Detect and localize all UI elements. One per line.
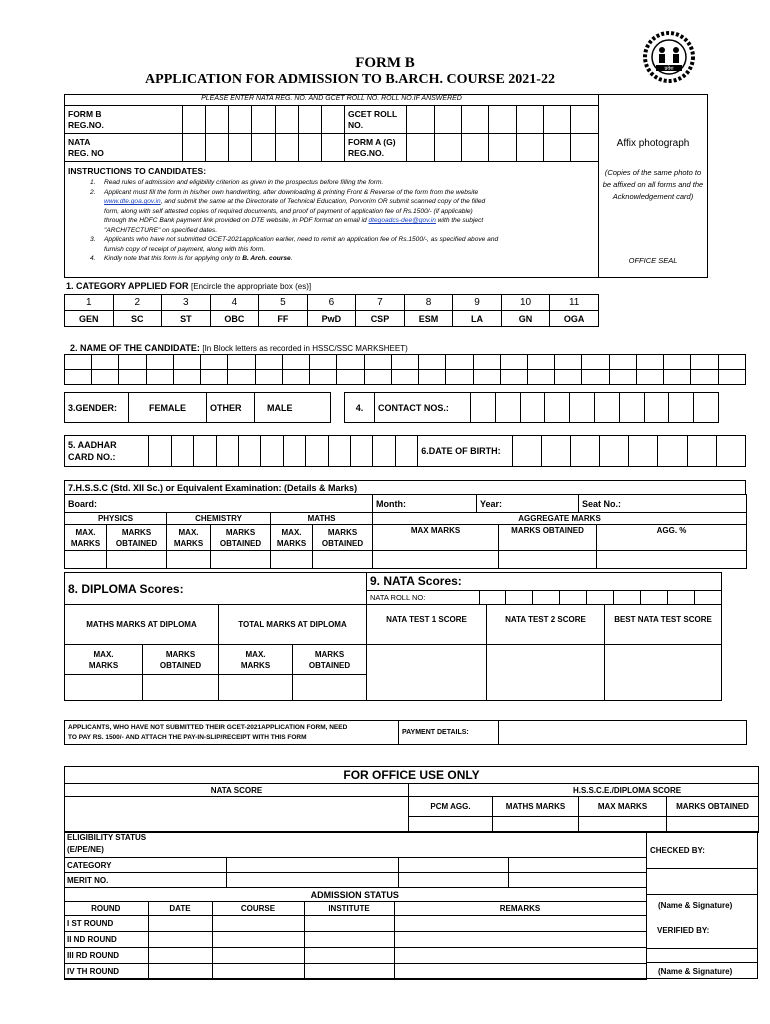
nata-best-score[interactable]	[605, 645, 722, 701]
name-letter-box[interactable]	[337, 370, 364, 385]
gender-table	[64, 392, 331, 423]
name-letter-box[interactable]	[691, 355, 718, 370]
nata-roll-digit-box[interactable]	[587, 591, 614, 604]
nata-roll-digit-box[interactable]	[533, 591, 560, 604]
office-pcm-header: PCM AGG.	[409, 797, 493, 817]
round-field[interactable]	[304, 932, 394, 948]
nata-roll-digit-box[interactable]	[668, 591, 695, 604]
office-category-label: CATEGORY	[64, 858, 226, 873]
gcet-roll-cell[interactable]	[544, 106, 571, 134]
diploma-input-cell[interactable]	[65, 675, 143, 701]
eligibility-status-label: ELIGIBILITY STATUS (E/PE/NE)	[64, 831, 646, 858]
logo-text: प्रवेश	[664, 66, 674, 72]
diploma-total-obtained: MARKS OBTAINED	[293, 645, 367, 675]
gcet-roll-cell[interactable]	[461, 106, 488, 134]
name-letter-box[interactable]	[500, 355, 527, 370]
round-field[interactable]	[212, 916, 304, 932]
category-option-gen[interactable]: GEN	[65, 311, 114, 327]
nata-test1-header: NATA TEST 1 SCORE	[367, 605, 487, 645]
diploma-input-cell[interactable]	[143, 675, 219, 701]
email-link[interactable]: dtegoadcs-dee@gov.in	[368, 217, 436, 224]
physics-header: PHYSICS	[65, 513, 167, 525]
forma-reg-cell[interactable]	[434, 134, 461, 162]
admission-rounds-table	[64, 901, 647, 980]
nata-best-header: BEST NATA TEST SCORE	[605, 605, 722, 645]
instruction-item: 3. Applicants who have not submitted GCET-2021application earlier, need to remit an application fee of Rs.1500/-, as specified above and	[90, 236, 499, 243]
hssc-board-table	[64, 494, 747, 513]
gcet-roll-cell[interactable]	[571, 106, 599, 134]
forma-reg-cell[interactable]	[407, 134, 434, 162]
gcet-roll-cell[interactable]	[407, 106, 434, 134]
maths-max-header: MAX. MARKS	[271, 525, 313, 551]
category-option-esm[interactable]: ESM	[404, 311, 453, 327]
name-letter-box[interactable]	[636, 370, 663, 385]
payment-details-label: PAYMENT DETAILS:	[399, 721, 499, 745]
formb-reg-cell[interactable]	[275, 106, 298, 134]
gender-label: 3.GENDER:	[65, 393, 129, 423]
round-field[interactable]	[394, 916, 646, 932]
contact-digit-box[interactable]	[520, 393, 545, 423]
aadhar-digit-box[interactable]	[171, 436, 193, 467]
diploma-maths-header: MATHS MARKS AT DIPLOMA	[65, 605, 219, 645]
aadhar-digit-box[interactable]	[373, 436, 395, 467]
category-number: 7	[356, 295, 405, 311]
name-letter-box[interactable]	[582, 370, 609, 385]
category-number: 2	[113, 295, 162, 311]
dob-digit-box[interactable]	[658, 436, 687, 467]
photo-note: (Copies of the same photo to be affixed on all forms and the Acknowledgement card)	[602, 168, 704, 201]
round-field[interactable]	[212, 964, 304, 980]
round-field[interactable]	[212, 932, 304, 948]
office-max-header: MAX MARKS	[579, 797, 667, 817]
office-hssce-header: H.S.S.C.E./DIPLOMA SCORE	[409, 784, 759, 797]
name-letter-box[interactable]	[364, 355, 391, 370]
diploma-input-cell[interactable]	[293, 675, 367, 701]
checked-by-label: CHECKED BY:	[650, 846, 705, 855]
name-letter-box[interactable]	[255, 355, 282, 370]
office-nata-score-header: NATA SCORE	[65, 784, 409, 797]
instruction-item-cont: www.dte.goa.gov.in, and submit the same at the Directorate of Technical Education, Porvorim OR submit scanned copy of the filled	[68, 197, 598, 207]
dob-digit-box[interactable]	[600, 436, 629, 467]
nata-reg-cell[interactable]	[298, 134, 321, 162]
aadhar-label: 5. AADHAR CARD NO.:	[65, 436, 149, 467]
category-number: 1	[65, 295, 114, 311]
nata-roll-digit-box[interactable]	[479, 591, 506, 604]
gender-male-option[interactable]: MALE	[255, 393, 331, 423]
website-link[interactable]: www.dte.goa.gov.in	[104, 198, 161, 205]
name-letter-box[interactable]	[718, 355, 745, 370]
dob-label: 6.DATE OF BIRTH:	[418, 436, 512, 467]
aadhar-digit-box[interactable]	[194, 436, 216, 467]
maths-header: MATHS	[271, 513, 373, 525]
nata-test1-score[interactable]	[367, 645, 487, 701]
agg-max-header: MAX MARKS	[373, 525, 499, 551]
dob-digit-box[interactable]	[629, 436, 658, 467]
contact-number: 4.	[345, 393, 375, 423]
category-option-la[interactable]: LA	[453, 311, 502, 327]
name-letter-box[interactable]	[228, 370, 255, 385]
name-letter-box[interactable]	[364, 370, 391, 385]
contact-digit-box[interactable]	[545, 393, 570, 423]
name-letter-box[interactable]	[718, 370, 745, 385]
maths-obtained-header: MARKS OBTAINED	[313, 525, 373, 551]
round-field[interactable]	[148, 964, 212, 980]
aggregate-header: AGGREGATE MARKS	[373, 513, 747, 525]
diploma-table	[64, 572, 367, 701]
divider	[646, 894, 758, 895]
nata-roll-label: NATA ROLL NO:	[367, 591, 479, 604]
reg-note: PLEASE ENTER NATA REG. NO. AND GCET ROLL NO. ROLL NO.IF ANSWERED	[201, 95, 462, 102]
nata-reg-cell[interactable]	[182, 134, 205, 162]
marks-input-cell[interactable]	[107, 551, 167, 569]
office-category-field[interactable]	[398, 858, 508, 873]
forma-reg-label: FORM A (G) REG.NO.	[345, 134, 407, 162]
name-letter-box[interactable]	[473, 355, 500, 370]
aadhar-digit-box[interactable]	[261, 436, 283, 467]
name-letter-box[interactable]	[419, 355, 446, 370]
name-letter-box[interactable]	[419, 370, 446, 385]
contact-digit-box[interactable]	[644, 393, 669, 423]
name-letter-box[interactable]	[664, 355, 691, 370]
marks-input-cell[interactable]	[313, 551, 373, 569]
nata-test2-score[interactable]	[487, 645, 605, 701]
marks-input-cell[interactable]	[211, 551, 271, 569]
instruction-item: 4. Kindly note that this form is for applying only to B. Arch. course.	[90, 255, 293, 262]
dob-digit-box[interactable]	[541, 436, 570, 467]
name-letter-box[interactable]	[446, 355, 473, 370]
formb-reg-cell[interactable]	[321, 106, 344, 134]
gcet-roll-cell[interactable]	[516, 106, 543, 134]
name-letter-box[interactable]	[391, 355, 418, 370]
marks-input-cell[interactable]	[271, 551, 313, 569]
institute-header: INSTITUTE	[304, 902, 394, 916]
category-number: 6	[307, 295, 356, 311]
dob-digit-box[interactable]	[571, 436, 600, 467]
category-option-obc[interactable]: OBC	[210, 311, 259, 327]
forma-reg-cell[interactable]	[461, 134, 488, 162]
board-field[interactable]: Board:	[65, 495, 373, 513]
gender-female-option[interactable]: FEMALE	[129, 393, 207, 423]
agg-percent-header: AGG. %	[597, 525, 747, 551]
round-field[interactable]	[394, 964, 646, 980]
office-merit-label: MERIT NO.	[64, 873, 226, 888]
course-header: COURSE	[212, 902, 304, 916]
round-field[interactable]	[148, 932, 212, 948]
category-table	[64, 294, 599, 327]
gcet-roll-cell[interactable]	[489, 106, 516, 134]
aadhar-digit-box[interactable]	[395, 436, 417, 467]
diploma-maths-obtained: MARKS OBTAINED	[143, 645, 219, 675]
aadhar-digit-box[interactable]	[216, 436, 238, 467]
formb-reg-label: FORM B REG.NO.	[65, 106, 183, 134]
contact-digit-box[interactable]	[570, 393, 595, 423]
admission-status-title: ADMISSION STATUS	[64, 888, 646, 902]
marks-input-cell[interactable]	[167, 551, 211, 569]
aadhar-digit-box[interactable]	[149, 436, 171, 467]
office-merit-field[interactable]	[398, 873, 508, 888]
nata-title: 9. NATA Scores:	[370, 574, 462, 588]
office-title: FOR OFFICE USE ONLY	[65, 767, 759, 784]
instruction-item: 1. Read rules of admission and eligibility criterion as given in the prospectus before filling the form.	[90, 179, 384, 186]
aadhar-digit-box[interactable]	[328, 436, 350, 467]
name-letter-box[interactable]	[636, 355, 663, 370]
nata-roll-table	[367, 590, 722, 604]
chemistry-max-header: MAX. MARKS	[167, 525, 211, 551]
hssc-title-table	[64, 480, 746, 495]
name-letter-box[interactable]	[555, 370, 582, 385]
checked-signature-caption: (Name & Signature)	[658, 901, 733, 910]
name-letter-box[interactable]	[391, 370, 418, 385]
name-letter-box[interactable]	[255, 370, 282, 385]
forma-reg-cell[interactable]	[571, 134, 599, 162]
office-obtained-header: MARKS OBTAINED	[667, 797, 759, 817]
chemistry-obtained-header: MARKS OBTAINED	[211, 525, 271, 551]
category-number: 4	[210, 295, 259, 311]
instruction-item-cont: through the HDFC Bank payment link provided on DTE website, in PDF format on email id dtegoadcs-dee@gov.in with the subject	[104, 217, 484, 224]
nata-roll-digit-box[interactable]	[560, 591, 587, 604]
formb-reg-cell[interactable]	[182, 106, 205, 134]
round-label: III RD ROUND	[64, 948, 148, 964]
nata-reg-cell[interactable]	[229, 134, 252, 162]
aadhar-dob-table	[64, 435, 746, 467]
diploma-total-max: MAX. MARKS	[219, 645, 293, 675]
name-letter-box[interactable]	[310, 370, 337, 385]
nata-reg-cell[interactable]	[252, 134, 275, 162]
office-category-field[interactable]	[226, 858, 398, 873]
name-letter-box[interactable]	[446, 370, 473, 385]
category-number: 9	[453, 295, 502, 311]
diploma-input-cell[interactable]	[219, 675, 293, 701]
dob-digit-box[interactable]	[512, 436, 541, 467]
category-heading: 1. CATEGORY APPLIED FOR [Encircle the appropriate box (es)]	[66, 281, 312, 291]
round-label: IV TH ROUND	[64, 964, 148, 980]
payment-note: APPLICANTS, WHO HAVE NOT SUBMITTED THEIR GCET-2021APPLICATION FORM, NEED TO PAY RS. 1500/- AND ATTACH THE PAY-IN-SLIP/RECEIPT WITH THIS FORM	[65, 721, 399, 745]
round-field[interactable]	[304, 948, 394, 964]
name-letter-box[interactable]	[92, 370, 119, 385]
formb-reg-cell[interactable]	[298, 106, 321, 134]
marks-input-cell[interactable]	[373, 551, 499, 569]
marks-input-cell[interactable]	[65, 551, 107, 569]
month-field[interactable]: Month:	[373, 495, 477, 513]
nata-roll-digit-box[interactable]	[506, 591, 533, 604]
name-letter-box[interactable]	[500, 370, 527, 385]
nata-roll-digit-box[interactable]	[695, 591, 722, 604]
instruction-item: 2. Applicant must fill the form in his/her own handwriting, after downloading & printing Front & Reverse of the form from the website	[90, 188, 479, 196]
round-field[interactable]	[148, 916, 212, 932]
name-letter-box[interactable]	[527, 355, 554, 370]
name-letter-box[interactable]	[92, 355, 119, 370]
category-option-oga[interactable]: OGA	[550, 311, 599, 327]
hssc-title: 7.H.S.S.C (Std. XII Sc.) or Equivalent Examination: (Details & Marks)	[65, 481, 746, 495]
payment-details-field[interactable]	[499, 721, 747, 745]
category-option-ff[interactable]: FF	[259, 311, 308, 327]
nata-reg-label: NATA REG. NO	[65, 134, 183, 162]
office-seal-label: OFFICE SEAL	[628, 256, 678, 265]
nata-title-cell	[367, 573, 722, 605]
diploma-maths-max: MAX. MARKS	[65, 645, 143, 675]
round-header: ROUND	[64, 902, 148, 916]
diploma-title: 8. DIPLOMA Scores:	[65, 573, 367, 605]
category-number: 8	[404, 295, 453, 311]
contact-digit-box[interactable]	[619, 393, 644, 423]
round-label: I ST ROUND	[64, 916, 148, 932]
round-field[interactable]	[148, 948, 212, 964]
name-letter-box[interactable]	[282, 370, 309, 385]
name-letter-box[interactable]	[228, 355, 255, 370]
dob-digit-box[interactable]	[716, 436, 745, 467]
name-letter-box[interactable]	[310, 355, 337, 370]
payment-table	[64, 720, 747, 745]
nata-reg-cell[interactable]	[275, 134, 298, 162]
category-option-st[interactable]: ST	[162, 311, 211, 327]
seat-no-field[interactable]: Seat No.:	[579, 495, 747, 513]
instruction-item-cont: furnish copy of receipt of payment, along with this form.	[104, 245, 266, 253]
contact-digit-box[interactable]	[694, 393, 719, 423]
name-letter-box[interactable]	[119, 370, 146, 385]
diploma-total-header: TOTAL MARKS AT DIPLOMA	[219, 605, 367, 645]
contact-label: CONTACT NOS.:	[375, 393, 471, 423]
office-status-table	[64, 831, 647, 902]
marks-input-cell[interactable]	[597, 551, 747, 569]
name-letter-box[interactable]	[146, 355, 173, 370]
name-letter-box[interactable]	[201, 355, 228, 370]
verified-by-label: VERIFIED BY:	[657, 926, 710, 935]
name-letter-box[interactable]	[691, 370, 718, 385]
round-field[interactable]	[394, 948, 646, 964]
physics-obtained-header: MARKS OBTAINED	[107, 525, 167, 551]
year-field[interactable]: Year:	[477, 495, 579, 513]
instructions-list	[68, 178, 598, 264]
category-number: 10	[501, 295, 550, 311]
category-number: 3	[162, 295, 211, 311]
office-nata-score-field[interactable]	[65, 797, 409, 833]
nata-test2-header: NATA TEST 2 SCORE	[487, 605, 605, 645]
photo-label: Affix photograph	[616, 138, 690, 149]
agg-obtained-header: MARKS OBTAINED	[499, 525, 597, 551]
office-maths-header: MATHS MARKS	[493, 797, 579, 817]
name-letter-box[interactable]	[609, 355, 636, 370]
contact-digit-box[interactable]	[495, 393, 520, 423]
name-letter-box[interactable]	[173, 355, 200, 370]
nata-reg-cell[interactable]	[321, 134, 344, 162]
name-letter-box[interactable]	[582, 355, 609, 370]
aadhar-digit-box[interactable]	[283, 436, 305, 467]
name-letter-box[interactable]	[555, 355, 582, 370]
verified-by-line[interactable]	[646, 948, 758, 949]
gender-other-option[interactable]: OTHER	[207, 393, 255, 423]
contact-table	[344, 392, 719, 423]
name-table	[64, 354, 746, 385]
form-label: FORM B	[355, 55, 415, 71]
remarks-header: REMARKS	[394, 902, 646, 916]
office-category-field[interactable]	[508, 858, 646, 873]
forma-reg-cell[interactable]	[516, 134, 543, 162]
institute-logo-icon	[632, 30, 706, 84]
divider	[646, 831, 647, 979]
round-field[interactable]	[304, 916, 394, 932]
instructions-title: INSTRUCTIONS TO CANDIDATES:	[68, 166, 207, 176]
name-letter-box[interactable]	[473, 370, 500, 385]
formb-reg-cell[interactable]	[206, 106, 229, 134]
name-letter-box[interactable]	[119, 355, 146, 370]
divider	[646, 962, 758, 963]
contact-digit-box[interactable]	[471, 393, 496, 423]
nata-roll-digit-box[interactable]	[641, 591, 668, 604]
gcet-roll-label: GCET ROLL NO.	[345, 106, 407, 134]
name-letter-box[interactable]	[337, 355, 364, 370]
instruction-item-cont: "ARCHITECTURE" on specified dates.	[104, 226, 218, 234]
name-letter-box[interactable]	[201, 370, 228, 385]
nata-table	[366, 572, 722, 701]
name-letter-box[interactable]	[282, 355, 309, 370]
aadhar-digit-box[interactable]	[306, 436, 328, 467]
registration-table	[64, 105, 599, 162]
category-option-sc[interactable]: SC	[113, 311, 162, 327]
round-field[interactable]	[394, 932, 646, 948]
form-title: APPLICATION FOR ADMISSION TO B.ARCH. COURSE 2021-22	[145, 72, 555, 87]
contact-digit-box[interactable]	[594, 393, 619, 423]
formb-reg-cell[interactable]	[229, 106, 252, 134]
forma-reg-cell[interactable]	[544, 134, 571, 162]
aadhar-digit-box[interactable]	[351, 436, 373, 467]
category-option-csp[interactable]: CSP	[356, 311, 405, 327]
office-top-table	[64, 766, 759, 833]
chemistry-header: CHEMISTRY	[167, 513, 271, 525]
name-letter-box[interactable]	[146, 370, 173, 385]
gcet-roll-cell[interactable]	[434, 106, 461, 134]
name-letter-box[interactable]	[65, 355, 92, 370]
nata-reg-cell[interactable]	[206, 134, 229, 162]
instruction-item-cont: form, along with self attested copies of required documents, and proof of payment of application fee of Rs.1500/- (if applicable)	[104, 207, 473, 215]
forma-reg-cell[interactable]	[489, 134, 516, 162]
name-heading: 2. NAME OF THE CANDIDATE: [In Block letters as recorded in HSSC/SSC MARKSHEET)	[70, 343, 408, 353]
nata-roll-digit-box[interactable]	[614, 591, 641, 604]
name-letter-box[interactable]	[609, 370, 636, 385]
name-letter-box[interactable]	[65, 370, 92, 385]
office-merit-field[interactable]	[226, 873, 398, 888]
category-option-pwd[interactable]: PwD	[307, 311, 356, 327]
contact-digit-box[interactable]	[669, 393, 694, 423]
physics-max-header: MAX. MARKS	[65, 525, 107, 551]
dob-digit-box[interactable]	[687, 436, 716, 467]
name-letter-box[interactable]	[527, 370, 554, 385]
category-option-gn[interactable]: GN	[501, 311, 550, 327]
aadhar-digit-box[interactable]	[239, 436, 261, 467]
checked-by-line[interactable]	[646, 868, 758, 869]
hssc-marks-table	[64, 512, 747, 569]
name-letter-box[interactable]	[173, 370, 200, 385]
category-number: 11	[550, 295, 599, 311]
name-letter-box[interactable]	[664, 370, 691, 385]
verified-signature-caption: (Name & Signature)	[658, 967, 733, 976]
round-field[interactable]	[304, 964, 394, 980]
round-label: II ND ROUND	[64, 932, 148, 948]
round-field[interactable]	[212, 948, 304, 964]
date-header: DATE	[148, 902, 212, 916]
office-merit-field[interactable]	[508, 873, 646, 888]
marks-input-cell[interactable]	[499, 551, 597, 569]
formb-reg-cell[interactable]	[252, 106, 275, 134]
category-number: 5	[259, 295, 308, 311]
